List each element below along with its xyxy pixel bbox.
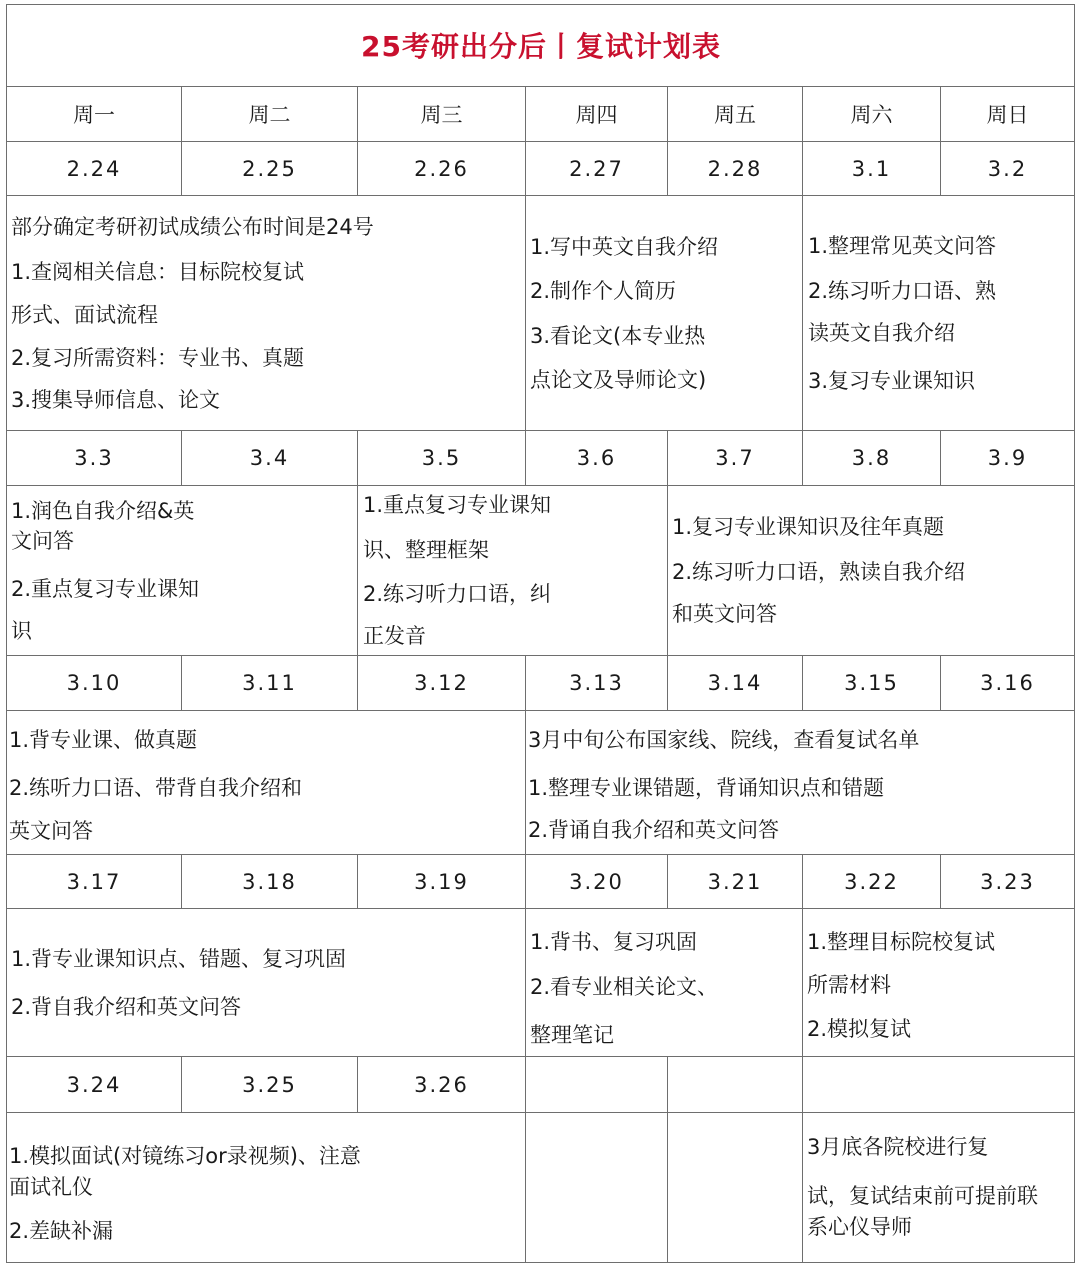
task-line: 和英文问答 <box>672 602 777 626</box>
weekday-fri: 周五 <box>714 103 756 127</box>
grid-line <box>802 195 803 430</box>
weekday-sun: 周日 <box>986 103 1029 127</box>
date-cell: 3.23 <box>980 869 1035 894</box>
weekday-tue: 周二 <box>248 103 291 127</box>
task-line: 面试礼仪 <box>9 1175 93 1199</box>
grid-line <box>525 1112 526 1262</box>
date-cell: 3.16 <box>980 671 1035 695</box>
date-cell: 3.14 <box>707 671 763 695</box>
task-line: 1.查阅相关信息：目标院校复试 <box>11 260 305 284</box>
task-line: 1.背专业课、做真题 <box>9 728 198 752</box>
date-cell: 3.19 <box>414 869 469 894</box>
task-line: 1.背书、复习巩固 <box>530 930 698 954</box>
task-line: 3.复习专业课知识 <box>808 369 976 393</box>
date-cell: 3.22 <box>844 869 899 894</box>
task-line: 形式、面试流程 <box>11 303 158 327</box>
date-cell: 3.7 <box>715 446 755 470</box>
date-cell: 2.24 <box>66 156 122 181</box>
grid-line <box>357 485 358 655</box>
task-line: 读英文自我介绍 <box>808 321 955 345</box>
task-line: 1.复习专业课知识及往年真题 <box>672 515 945 539</box>
task-line: 3月底各院校进行复 <box>807 1135 989 1159</box>
date-cell: 3.10 <box>66 671 122 695</box>
date-cell: 3.1 <box>851 156 892 181</box>
task-line: 1.整理目标院校复试 <box>807 930 996 954</box>
date-cell: 3.17 <box>66 869 122 894</box>
date-cell: 2.26 <box>414 156 469 181</box>
grid-line <box>6 908 1075 909</box>
weekday-wed: 周三 <box>420 103 463 127</box>
grid-line <box>667 485 668 655</box>
task-line: 2.复习所需资料：专业书、真题 <box>11 346 305 370</box>
grid-line <box>667 1112 668 1262</box>
date-cell: 3.20 <box>569 869 624 894</box>
date-cell: 3.18 <box>242 869 297 894</box>
task-line: 1.整理常见英文问答 <box>808 234 997 258</box>
weekday-mon: 周一 <box>73 103 115 127</box>
weekday-sat: 周六 <box>850 103 893 127</box>
grid-line <box>6 1112 1075 1113</box>
grid-line <box>6 1262 1075 1263</box>
task-line: 2.重点复习专业课知 <box>11 577 200 601</box>
weekday-thu: 周四 <box>575 103 618 127</box>
task-line: 1.写中英文自我介绍 <box>530 235 719 259</box>
task-line: 2.差缺补漏 <box>9 1219 114 1243</box>
task-line: 2.背诵自我介绍和英文问答 <box>528 818 780 842</box>
date-cell: 3.3 <box>74 446 114 470</box>
grid-line <box>6 485 1075 486</box>
task-line: 1.润色自我介绍&英 <box>11 499 195 523</box>
task-line: 3.搜集导师信息、论文 <box>11 388 221 412</box>
task-line: 所需材料 <box>807 973 891 997</box>
task-line: 3月中旬公布国家线、院线，查看复试名单 <box>528 728 920 752</box>
date-cell: 2.25 <box>242 156 297 181</box>
date-cell: 2.27 <box>569 156 624 181</box>
grid-line <box>6 195 1075 196</box>
grid-line <box>525 710 526 854</box>
date-cell: 2.28 <box>707 156 763 181</box>
page-title: 25考研出分后丨复试计划表 <box>361 30 721 63</box>
task-line: 部分确定考研初试成绩公布时间是24号 <box>11 215 374 239</box>
task-line: 3.看论文(本专业热 <box>530 324 706 348</box>
task-line: 试，复试结束前可提前联 <box>807 1184 1038 1208</box>
date-cell: 3.2 <box>987 156 1028 181</box>
task-line: 2.背自我介绍和英文问答 <box>11 995 242 1019</box>
date-cell: 3.25 <box>242 1072 297 1097</box>
grid-line <box>802 1056 803 1112</box>
grid-line <box>802 908 803 1056</box>
task-line: 文问答 <box>11 529 74 553</box>
date-cell: 3.6 <box>576 446 617 470</box>
task-line: 2.看专业相关论文、 <box>530 975 719 999</box>
task-line: 1.背专业课知识点、错题、复习巩固 <box>11 947 347 971</box>
task-line: 系心仪导师 <box>807 1215 912 1239</box>
grid-line <box>667 1056 668 1112</box>
date-cell: 3.12 <box>414 671 469 695</box>
grid-line <box>525 908 526 1056</box>
grid-line <box>6 710 1075 711</box>
date-cell: 3.4 <box>249 446 290 470</box>
task-line: 1.整理专业课错题，背诵知识点和错题 <box>528 776 885 800</box>
date-cell: 3.11 <box>242 671 297 695</box>
task-line: 识 <box>11 619 32 643</box>
date-cell: 3.24 <box>66 1072 122 1097</box>
task-line: 2.练习听力口语，纠 <box>363 582 552 606</box>
grid-line <box>525 1056 526 1112</box>
task-line: 2.练习听力口语，熟读自我介绍 <box>672 560 966 584</box>
date-cell: 3.26 <box>414 1072 469 1097</box>
grid-line <box>1074 4 1075 1263</box>
date-cell: 3.13 <box>569 671 624 695</box>
grid-line <box>525 195 526 430</box>
task-line: 2.制作个人简历 <box>530 279 677 303</box>
task-line: 2.练习听力口语、熟 <box>808 279 997 303</box>
task-line: 点论文及导师论文) <box>530 368 707 392</box>
task-line: 正发音 <box>363 624 426 648</box>
date-cell: 3.8 <box>851 446 892 470</box>
date-cell: 3.15 <box>844 671 899 695</box>
task-line: 2.练听力口语、带背自我介绍和 <box>9 776 303 800</box>
task-line: 1.重点复习专业课知 <box>363 493 552 517</box>
task-line: 整理笔记 <box>530 1023 614 1047</box>
date-cell: 3.5 <box>421 446 462 470</box>
date-cell: 3.9 <box>987 446 1028 470</box>
grid-line <box>802 1112 803 1262</box>
task-line: 2.模拟复试 <box>807 1017 912 1041</box>
date-cell: 3.21 <box>707 869 763 894</box>
task-line: 1.模拟面试(对镜练习or录视频)、注意 <box>9 1144 361 1168</box>
task-line: 英文问答 <box>9 819 93 843</box>
task-line: 识、整理框架 <box>363 538 489 562</box>
